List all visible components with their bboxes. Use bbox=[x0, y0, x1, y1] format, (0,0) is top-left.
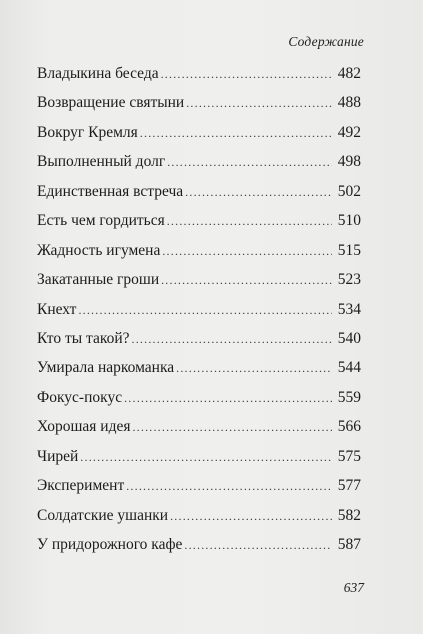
toc-entry-title: Выполненный долг bbox=[37, 153, 166, 171]
dot-leader bbox=[167, 148, 332, 177]
toc-entry bbox=[37, 471, 361, 500]
toc-entry-page: 488 bbox=[337, 94, 361, 112]
toc-entry-page: 482 bbox=[337, 65, 361, 82]
toc-entry-page: 502 bbox=[337, 182, 361, 200]
table-of-contents bbox=[37, 59, 361, 559]
dot-leader bbox=[124, 384, 332, 413]
toc-entry-title: Чирей bbox=[37, 447, 79, 465]
dot-leader bbox=[132, 413, 332, 442]
toc-entry-title: Жадность игумена bbox=[37, 241, 161, 259]
dot-leader bbox=[186, 89, 332, 118]
toc-entry bbox=[37, 530, 361, 559]
dot-leader bbox=[78, 296, 332, 325]
toc-entry bbox=[37, 147, 361, 176]
toc-entry-title: Есть чем гордиться bbox=[37, 212, 165, 230]
toc-entry-page: 559 bbox=[337, 388, 361, 406]
toc-entry-page: 544 bbox=[337, 359, 361, 377]
dot-leader bbox=[80, 443, 332, 472]
toc-entry bbox=[37, 177, 361, 206]
dot-leader bbox=[170, 502, 332, 531]
page-number: 637 bbox=[343, 580, 364, 595]
toc-entry bbox=[37, 383, 361, 412]
toc-entry bbox=[37, 295, 361, 324]
dot-leader bbox=[126, 472, 332, 501]
toc-entry-page: 540 bbox=[337, 329, 361, 347]
toc-entry-page: 492 bbox=[337, 123, 361, 141]
toc-entry bbox=[37, 412, 361, 441]
dot-leader bbox=[140, 119, 332, 148]
toc-entry bbox=[37, 353, 361, 382]
dot-leader bbox=[176, 354, 332, 383]
toc-entry bbox=[37, 206, 361, 235]
toc-entry-title: Кнехт bbox=[37, 300, 77, 318]
toc-entry-title: Кто ты такой? bbox=[37, 329, 130, 347]
toc-entry bbox=[37, 265, 361, 294]
dot-leader bbox=[162, 237, 332, 266]
toc-entry-title: Фокус-покус bbox=[37, 388, 123, 406]
toc-entry-title: Умирала наркоманка bbox=[37, 359, 175, 377]
toc-entry-title: Хорошая идея bbox=[37, 418, 131, 436]
toc-entry bbox=[37, 442, 361, 471]
toc-entry-title: Закатанные гроши bbox=[37, 271, 160, 289]
toc-entry bbox=[37, 59, 361, 88]
toc-entry-title: Солдатские ушанки bbox=[37, 506, 169, 524]
toc-entry-page: 510 bbox=[337, 212, 361, 230]
toc-entry-title: Единственная встреча bbox=[37, 182, 184, 200]
dot-leader bbox=[185, 178, 332, 207]
toc-entry-title: У придорожного кафе bbox=[37, 536, 183, 553]
dot-leader bbox=[161, 266, 332, 295]
toc-entry-page: 534 bbox=[337, 300, 361, 318]
dot-leader bbox=[184, 531, 332, 560]
toc-entry-page: 523 bbox=[337, 271, 361, 289]
toc-entry bbox=[37, 236, 361, 265]
toc-entry-page: 515 bbox=[337, 241, 361, 259]
toc-entry bbox=[37, 118, 361, 147]
toc-entry-page: 587 bbox=[337, 536, 361, 553]
toc-entry-page: 575 bbox=[337, 447, 361, 465]
toc-entry-page: 577 bbox=[337, 477, 361, 495]
dot-leader bbox=[167, 207, 332, 236]
toc-entry bbox=[37, 501, 361, 530]
dot-leader bbox=[161, 60, 332, 89]
dot-leader bbox=[132, 325, 332, 354]
toc-entry-page: 566 bbox=[337, 418, 361, 436]
toc-entry-title: Эксперимент bbox=[37, 477, 125, 495]
toc-entry bbox=[37, 88, 361, 117]
toc-entry bbox=[37, 324, 361, 353]
toc-entry-title: Вокруг Кремля bbox=[37, 123, 138, 141]
running-header: Содержание bbox=[288, 34, 364, 49]
toc-entry-page: 498 bbox=[337, 153, 361, 171]
toc-entry-title: Владыкина беседа bbox=[37, 65, 159, 82]
toc-entry-page: 582 bbox=[337, 506, 361, 524]
toc-entry-title: Возвращение святыни bbox=[37, 94, 185, 112]
